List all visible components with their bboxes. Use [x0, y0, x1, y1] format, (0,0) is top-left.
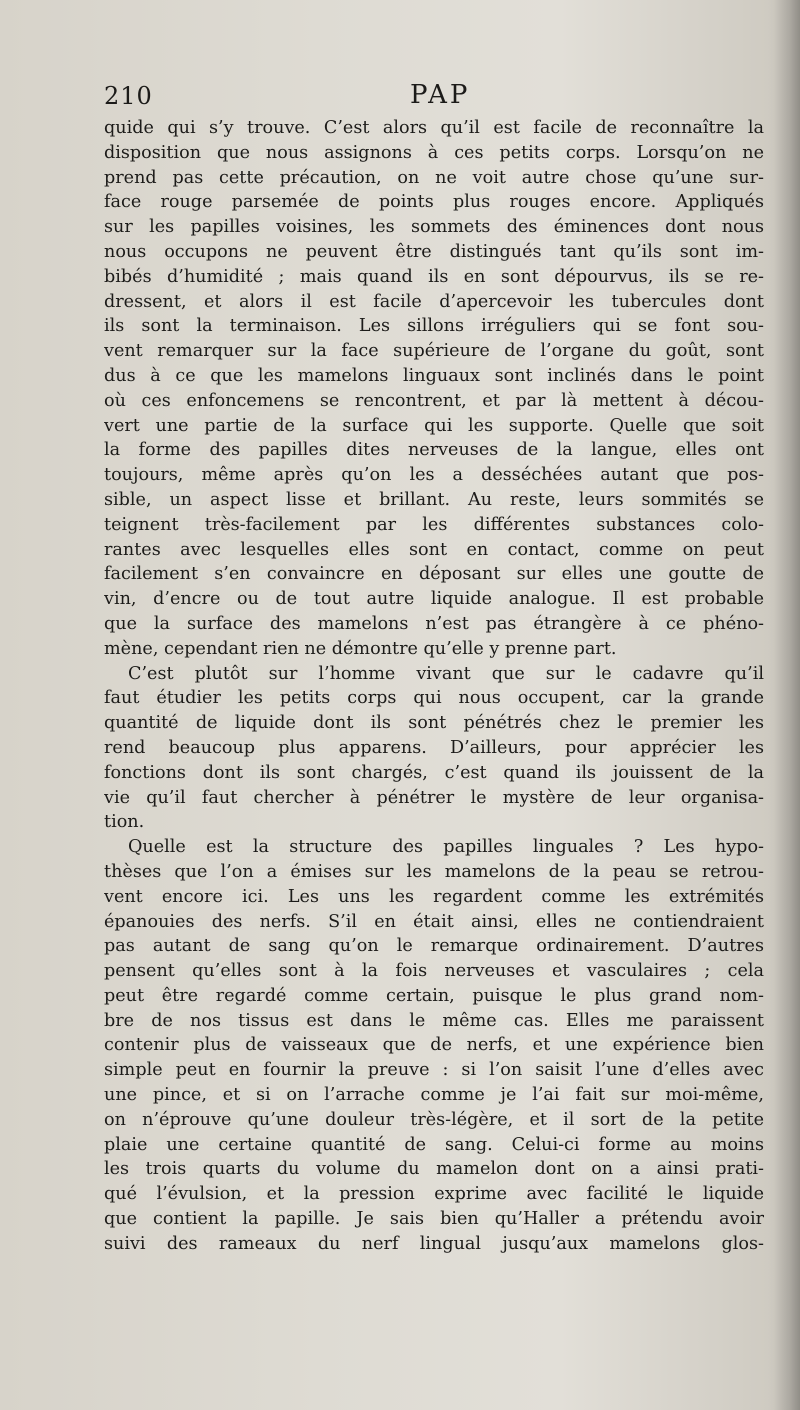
running-head: PAP [410, 80, 471, 110]
text-line: les trois quarts du volume du mamelon dont on a ainsi prati- [104, 1159, 764, 1180]
text-line: rend beaucoup plus apparens. D’ailleurs, pour apprécier les [104, 737, 764, 758]
text-line: quide qui s’y trouve. C’est alors qu’il est facile de reconnaître la [104, 118, 764, 138]
text-line: tion. [104, 812, 145, 833]
text-line: bre de nos tissus est dans le même cas. Elles me paraissent [104, 1010, 764, 1031]
text-line: que contient la papille. Je sais bien qu’Haller a prétendu avoir [104, 1209, 764, 1230]
text-line: disposition que nous assignons à ces petits corps. Lorsqu’on ne [104, 142, 764, 163]
text-line: sur les papilles voisines, les sommets des éminences dont nous [104, 217, 764, 238]
text-line: vert une partie de la surface qui les supporte. Quelle que soit [104, 415, 764, 436]
text-line: rantes avec lesquelles elles sont en contact, comme on peut [104, 539, 764, 560]
text-line: thèses que l’on a émises sur les mamelons de la peau se retrou- [104, 861, 764, 882]
text-line: vent remarquer sur la face supérieure de l’organe du goût, sont [104, 341, 764, 362]
text-line: vie qu’il faut chercher à pénétrer le mystère de leur organisa- [104, 787, 764, 808]
text-line: teignent très-facilement par les différentes substances colo- [104, 514, 764, 535]
body-text [104, 116, 764, 1257]
text-line: on n’éprouve qu’une douleur très-légère, et il sort de la petite [104, 1109, 764, 1130]
text-line: pensent qu’elles sont à la fois nerveuses et vasculaires ; cela [104, 961, 764, 982]
text-line: C’est plutôt sur l’homme vivant que sur le cadavre qu’il [128, 663, 764, 684]
text-line: face rouge parsemée de points plus rouges encore. Appliqués [104, 192, 764, 213]
text-line: toujours, même après qu’on les a desséchées autant que pos- [104, 465, 764, 486]
text-line: la forme des papilles dites nerveuses de la langue, elles ont [104, 440, 764, 461]
text-line: suivi des rameaux du nerf lingual jusqu’aux mamelons glos- [104, 1233, 764, 1254]
text-line: dressent, et alors il est facile d’apercevoir les tubercules dont [104, 291, 764, 312]
text-line: dus à ce que les mamelons linguaux sont inclinés dans le point [104, 365, 764, 386]
text-line: qué l’évulsion, et la pression exprime avec facilité le liquide [104, 1184, 764, 1205]
text-line: une pince, et si on l’arrache comme je l’ai fait sur moi-même, [104, 1085, 764, 1106]
text-line: nous occupons ne peuvent être distingués tant qu’ils sont im- [104, 241, 764, 262]
text-line: vent encore ici. Les uns les regardent comme les extrémités [104, 886, 764, 907]
page-number: 210 [104, 82, 153, 110]
text-line: contenir plus de vaisseaux que de nerfs, et une expérience bien [104, 1035, 764, 1056]
text-line: bibés d’humidité ; mais quand ils en sont dépourvus, ils se re- [104, 266, 764, 287]
text-line: plaie une certaine quantité de sang. Celui-ci forme au moins [104, 1134, 764, 1155]
text-line: vin, d’encre ou de tout autre liquide analogue. Il est probable [104, 589, 764, 610]
text-line: ils sont la terminaison. Les sillons irréguliers qui se font sou- [104, 316, 764, 337]
binding-shadow [774, 0, 800, 1410]
page-header [104, 80, 764, 114]
text-line: fonctions dont ils sont chargés, c’est quand ils jouissent de la [104, 762, 764, 783]
text-line: facilement s’en convaincre en déposant sur elles une goutte de [104, 564, 764, 585]
text-line: faut étudier les petits corps qui nous occupent, car la grande [104, 688, 764, 709]
text-line: que la surface des mamelons n’est pas étrangère à ce phéno- [104, 613, 764, 634]
text-line: pas autant de sang qu’on le remarque ordinairement. D’autres [104, 936, 764, 957]
text-line: Quelle est la structure des papilles linguales ? Les hypo- [128, 837, 764, 858]
text-line: simple peut en fournir la preuve : si l’on saisit l’une d’elles avec [104, 1060, 764, 1081]
text-line: épanouies des nerfs. S’il en était ainsi, elles ne contiendraient [104, 911, 764, 932]
text-line: où ces enfoncemens se rencontrent, et par là mettent à décou- [104, 390, 764, 411]
text-line: peut être regardé comme certain, puisque le plus grand nom- [104, 985, 764, 1006]
text-line: mène, cependant rien ne démontre qu’elle y prenne part. [104, 638, 617, 659]
text-line: sible, un aspect lisse et brillant. Au reste, leurs sommités se [104, 489, 764, 510]
text-line: quantité de liquide dont ils sont pénétrés chez le premier les [104, 713, 764, 734]
text-line: prend pas cette précaution, on ne voit autre chose qu’une sur- [104, 167, 764, 188]
